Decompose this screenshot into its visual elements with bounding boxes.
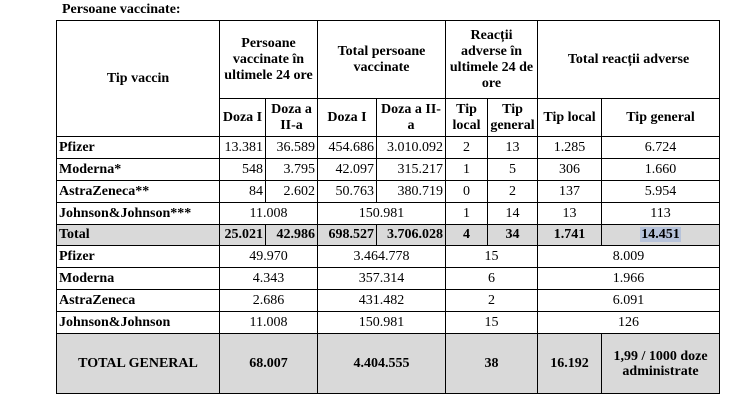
cumulative-row — [57, 246, 720, 268]
cell-total-local: 306 — [538, 159, 602, 181]
cell-total-reactii: 1.966 — [538, 268, 720, 290]
cell-reactii: 6 — [446, 268, 538, 290]
grand-total-persoane: 68.007 — [220, 334, 318, 394]
subheader-doza2-total: Doza a II-a — [377, 99, 446, 137]
grand-total-total: 4.404.555 — [318, 334, 446, 394]
header-reactii-24h: Reacții adverse în ultimele 24 de ore — [446, 21, 538, 99]
row-name: Moderna — [57, 268, 220, 290]
row-name: AstraZeneca — [57, 290, 220, 312]
grand-total-local: 16.192 — [538, 334, 602, 394]
cell-persoane: 2.686 — [220, 290, 318, 312]
vaccination-table — [56, 20, 720, 394]
subheader-tip-local: Tip local — [446, 99, 488, 137]
total-row — [57, 225, 720, 246]
table-row — [57, 159, 720, 181]
cell-persoane: 49.970 — [220, 246, 318, 268]
total-total-local: 1.741 — [538, 225, 602, 246]
grand-total-rate: 1,99 / 1000 doze administrate — [602, 334, 720, 394]
row-name: Moderna* — [57, 159, 220, 181]
cell-reactii-local: 2 — [446, 137, 488, 159]
header-tip-vaccin: Tip vaccin — [57, 21, 220, 137]
subheader-doza1: Doza I — [220, 99, 266, 137]
cell-total-general: 113 — [602, 203, 720, 225]
row-name: AstraZeneca** — [57, 181, 220, 203]
header-row — [57, 21, 720, 99]
subheader-tip-general: Tip general — [488, 99, 538, 137]
cumulative-row — [57, 290, 720, 312]
cell-total-persoane: 150.981 — [318, 203, 446, 225]
cell-total-reactii: 8.009 — [538, 246, 720, 268]
cell-total-general: 5.954 — [602, 181, 720, 203]
cell-doza1: 13.381 — [220, 137, 266, 159]
subheader-doza1-total: Doza I — [318, 99, 377, 137]
table-row — [57, 181, 720, 203]
table-row — [57, 203, 720, 225]
cell-total-doza1: 42.097 — [318, 159, 377, 181]
cell-total-doza2: 3.010.092 — [377, 137, 446, 159]
subheader-tip-general-total: Tip general — [602, 99, 720, 137]
total-total-general — [602, 225, 720, 246]
total-row-name: Total — [57, 225, 220, 246]
cell-total-doza2: 315.217 — [377, 159, 446, 181]
cumulative-row — [57, 312, 720, 334]
cell-reactii-local: 0 — [446, 181, 488, 203]
cell-total-local: 1.285 — [538, 137, 602, 159]
grand-total-reactii: 38 — [446, 334, 538, 394]
cell-total-general: 1.660 — [602, 159, 720, 181]
cell-doza1: 548 — [220, 159, 266, 181]
row-name: Johnson&Johnson — [57, 312, 220, 334]
grand-total-row — [57, 334, 720, 394]
cell-reactii-local: 1 — [446, 203, 488, 225]
cell-doza2: 2.602 — [266, 181, 318, 203]
header-total-reactii: Total reacții adverse — [538, 21, 720, 99]
total-reactii-local: 4 — [446, 225, 488, 246]
cell-reactii: 15 — [446, 246, 538, 268]
cell-reactii-general: 5 — [488, 159, 538, 181]
cell-total-persoane: 3.464.778 — [318, 246, 446, 268]
cell-reactii-general: 2 — [488, 181, 538, 203]
section-heading: Persoane vaccinate: — [62, 2, 181, 17]
header-persoane-24h: Persoane vaccinate în ultimele 24 ore — [220, 21, 318, 99]
subheader-doza2: Doza a II-a — [266, 99, 318, 137]
row-name: Pfizer — [57, 137, 220, 159]
cell-doza2: 36.589 — [266, 137, 318, 159]
row-name: Johnson&Johnson*** — [57, 203, 220, 225]
highlighted-value: 14.451 — [641, 227, 680, 242]
cell-total-general: 6.724 — [602, 137, 720, 159]
grand-total-name: TOTAL GENERAL — [57, 334, 220, 394]
cell-total-local: 137 — [538, 181, 602, 203]
header-total-persoane: Total persoane vaccinate — [318, 21, 446, 99]
cell-persoane: 11.008 — [220, 312, 318, 334]
cell-reactii-general: 14 — [488, 203, 538, 225]
cell-total-reactii: 6.091 — [538, 290, 720, 312]
total-total-doza2: 3.706.028 — [377, 225, 446, 246]
cell-persoane-24h: 11.008 — [220, 203, 318, 225]
cell-total-doza1: 454.686 — [318, 137, 377, 159]
cell-total-reactii: 126 — [538, 312, 720, 334]
total-doza1: 25.021 — [220, 225, 266, 246]
cell-total-persoane: 150.981 — [318, 312, 446, 334]
cell-total-doza1: 50.763 — [318, 181, 377, 203]
total-doza2: 42.986 — [266, 225, 318, 246]
row-name: Pfizer — [57, 246, 220, 268]
cell-reactii: 15 — [446, 312, 538, 334]
cell-reactii-general: 13 — [488, 137, 538, 159]
cumulative-row — [57, 268, 720, 290]
total-total-doza1: 698.527 — [318, 225, 377, 246]
subheader-tip-local-total: Tip local — [538, 99, 602, 137]
cell-reactii: 2 — [446, 290, 538, 312]
cell-doza2: 3.795 — [266, 159, 318, 181]
cell-total-persoane: 357.314 — [318, 268, 446, 290]
cell-total-persoane: 431.482 — [318, 290, 446, 312]
table-row — [57, 137, 720, 159]
cell-reactii-local: 1 — [446, 159, 488, 181]
cell-total-doza2: 380.719 — [377, 181, 446, 203]
total-reactii-general: 34 — [488, 225, 538, 246]
cell-total-local: 13 — [538, 203, 602, 225]
cell-doza1: 84 — [220, 181, 266, 203]
cell-persoane: 4.343 — [220, 268, 318, 290]
